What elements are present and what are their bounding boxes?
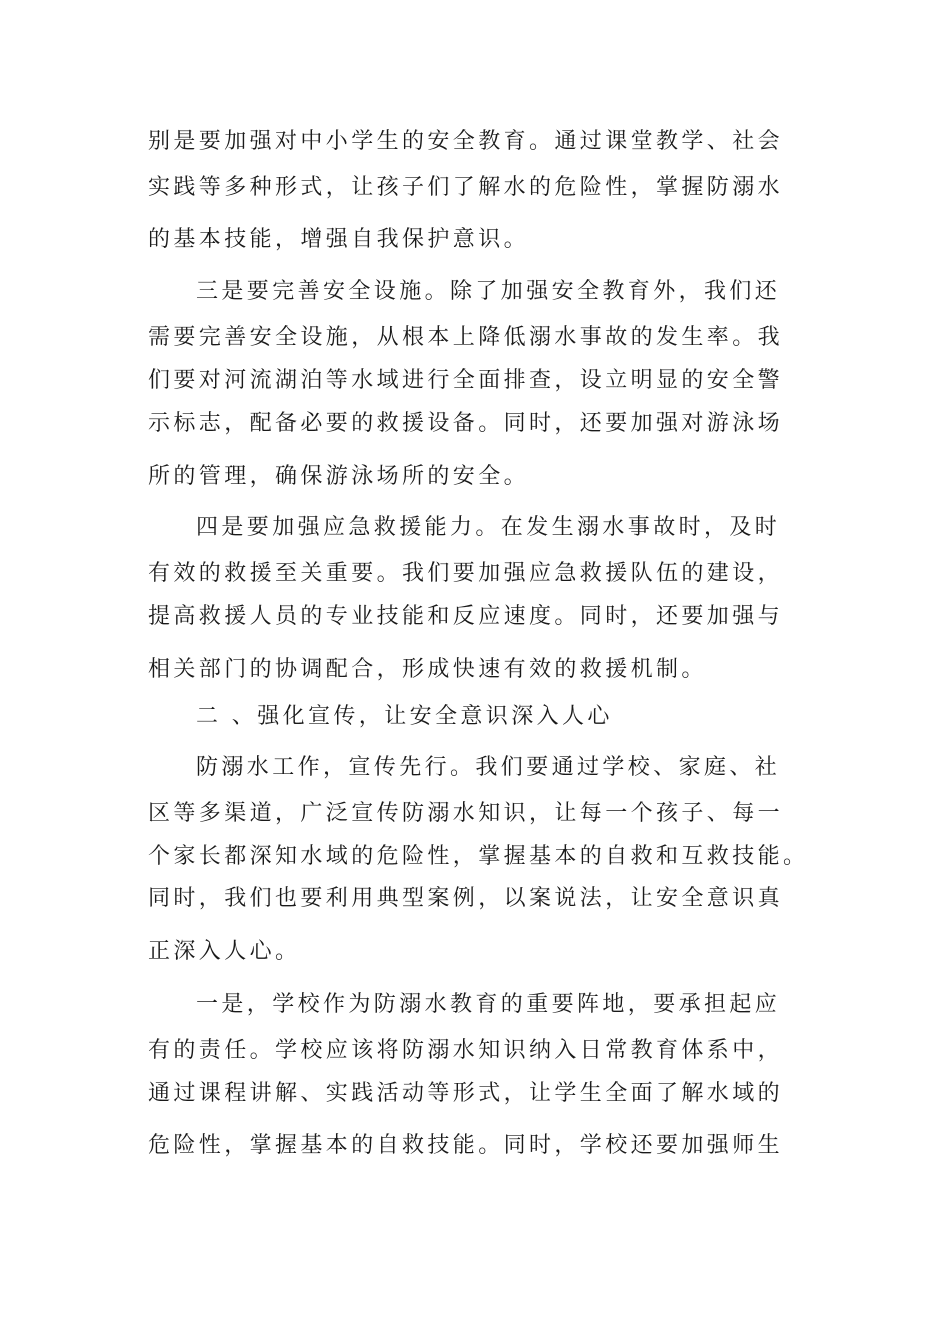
text-line: 们要对河流湖泊等水域进行全面排查，设立明显的安全警 xyxy=(148,368,784,393)
section-heading: 二 、强化宣传，让安全意识深入人心 xyxy=(196,704,613,729)
paragraph-start-line: 三是要完善安全设施。除了加强安全教育外，我们还 xyxy=(196,279,781,304)
text-line: 示标志，配备必要的救援设备。同时，还要加强对游泳场 xyxy=(148,411,784,436)
text-line: 同时，我们也要利用典型案例，以案说法，让安全意识真 xyxy=(148,886,784,911)
text-line: 正深入人心。 xyxy=(148,939,301,964)
text-line: 区等多渠道，广泛宣传防溺水知识，让每一个孩子、每一 xyxy=(148,801,784,826)
text-line: 有效的救援至关重要。我们要加强应急救援队伍的建设， xyxy=(148,561,784,586)
text-line: 个家长都深知水域的危险性，掌握基本的自救和互救技能。 xyxy=(148,844,808,869)
paragraph-start-line: 一是，学校作为防溺水教育的重要阵地，要承担起应 xyxy=(196,992,781,1017)
paragraph-start-line: 防溺水工作，宣传先行。我们要通过学校、家庭、社 xyxy=(196,755,781,780)
text-line: 相关部门的协调配合，形成快速有效的救援机制。 xyxy=(148,657,707,682)
text-line: 有的责任。学校应该将防溺水知识纳入日常教育体系中， xyxy=(148,1038,784,1063)
text-line: 危险性，掌握基本的自救技能。同时，学校还要加强师生 xyxy=(148,1133,784,1158)
text-line: 需要完善安全设施，从根本上降低溺水事故的发生率。我 xyxy=(148,325,784,350)
text-line: 提高救援人员的专业技能和反应速度。同时，还要加强与 xyxy=(148,604,784,629)
text-line: 所的管理，确保游泳场所的安全。 xyxy=(148,464,530,489)
paragraph-start-line: 四是要加强应急救援能力。在发生溺水事故时，及时 xyxy=(196,515,781,540)
text-line: 的基本技能，增强自我保护意识。 xyxy=(148,227,530,252)
text-line: 通过课程讲解、实践活动等形式，让学生全面了解水域的 xyxy=(148,1081,784,1106)
text-line: 实践等多种形式，让孩子们了解水的危险性，掌握防溺水 xyxy=(148,175,784,200)
text-line: 别是要加强对中小学生的安全教育。通过课堂教学、社会 xyxy=(148,129,784,154)
